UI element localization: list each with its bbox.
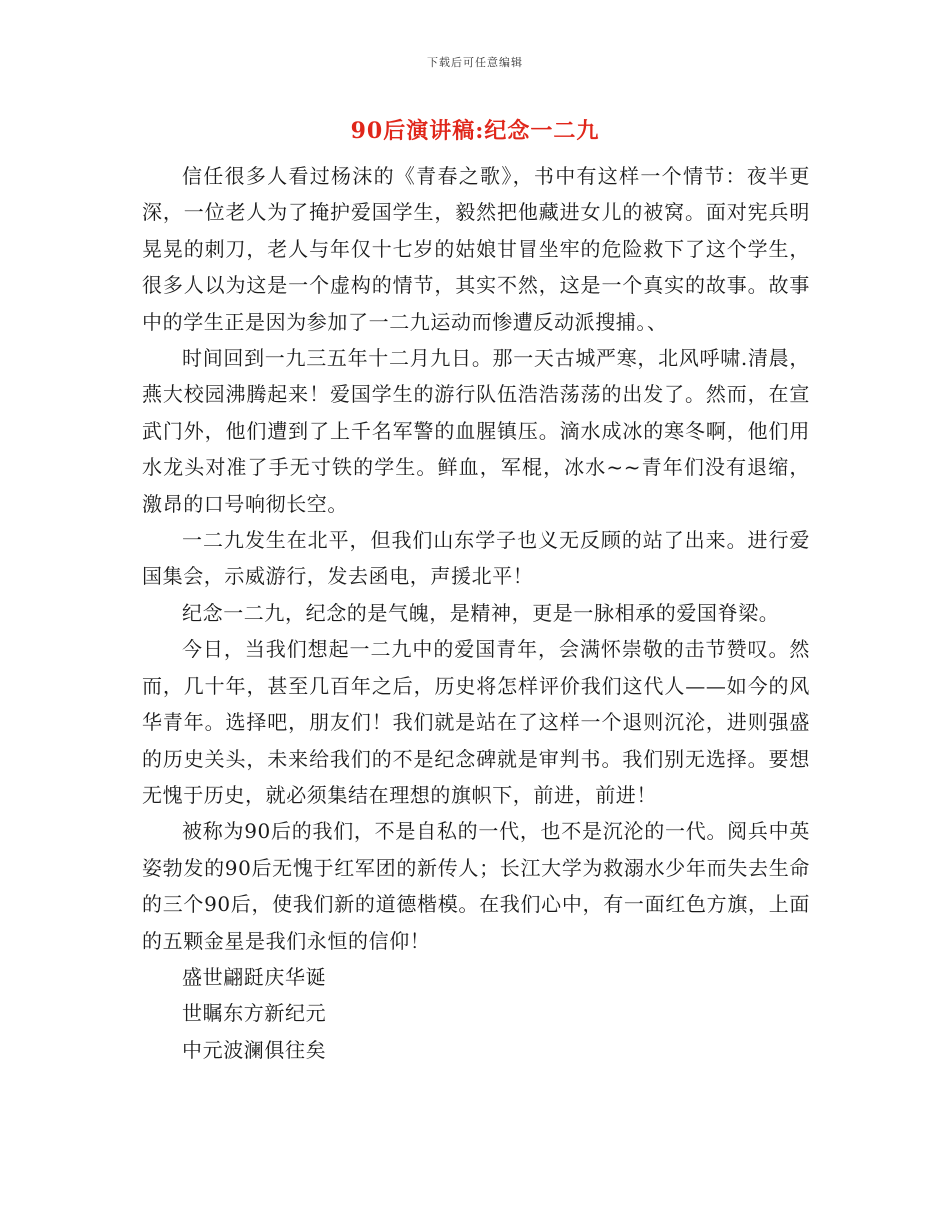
paragraph-5: 今日，当我们想起一二九中的爱国青年，会满怀崇敬的击节赞叹。然而，几十年，甚至几百年之后，历史将怎样评价我们这代人——如今的风华青年。选择吧，朋友们！我们就是站在了这样一个退则沉沦，进则强盛的历史关头，未来给我们的不是纪念碑就是审判书。我们别无选择。要想无愧于历史，就必须集结在理想的旗帜下，前进，前进！: [142, 637, 810, 807]
paragraph-6: 被称为90后的我们，不是自私的一代，也不是沉沦的一代。阅兵中英姿勃发的90后无愧于红军团的新传人；长江大学为救溺水少年而失去生命的三个90后，使我们新的道德楷模。在我们心中，有一面红色方旗，上面的五颗金星是我们永恒的信仰！: [142, 819, 810, 953]
poem-line-1: 盛世翩跹庆华诞: [182, 964, 327, 989]
paragraph-1: 信任很多人看过杨沫的《青春之歌》，书中有这样一个情节：夜半更深，一位老人为了掩护爱国学生，毅然把他藏进女儿的被窝。面对宪兵明晃晃的刺刀，老人与年仅十七岁的姑娘甘冒坐牢的危险救下了这个学生，很多人以为这是一个虚构的情节，其实不然，这是一个真实的故事。故事中的学生正是因为参加了一二九运动而惨遭反动派搜捕。、: [142, 164, 810, 334]
paragraph-4: 纪念一二九，纪念的是气魄，是精神，更是一脉相承的爱国脊梁。: [182, 600, 780, 625]
paragraph-2: 时间回到一九三五年十二月九日。那一天古城严寒，北风呼啸.清晨，燕大校园沸腾起来！爱国学生的游行队伍浩浩荡荡的出发了。然而，在宣武门外，他们遭到了上千名军警的血腥镇压。滴水成冰的寒冬啊，他们用水龙头对准了手无寸铁的学生。鲜血，军棍，冰水~~青年们没有退缩，激昂的口号响彻长空。: [142, 346, 810, 516]
header-note: 下载后可任意编辑: [427, 56, 523, 69]
document-body: [142, 158, 810, 1068]
document-title: 90后演讲稿:纪念一二九: [350, 118, 600, 144]
paragraph-3: 一二九发生在北平，但我们山东学子也义无反顾的站了出来。进行爱国集会，示威游行，发去函电，声援北平！: [142, 528, 810, 589]
poem-line-3: 中元波澜俱往矣: [182, 1037, 327, 1062]
poem-line-2: 世瞩东方新纪元: [182, 1001, 327, 1026]
